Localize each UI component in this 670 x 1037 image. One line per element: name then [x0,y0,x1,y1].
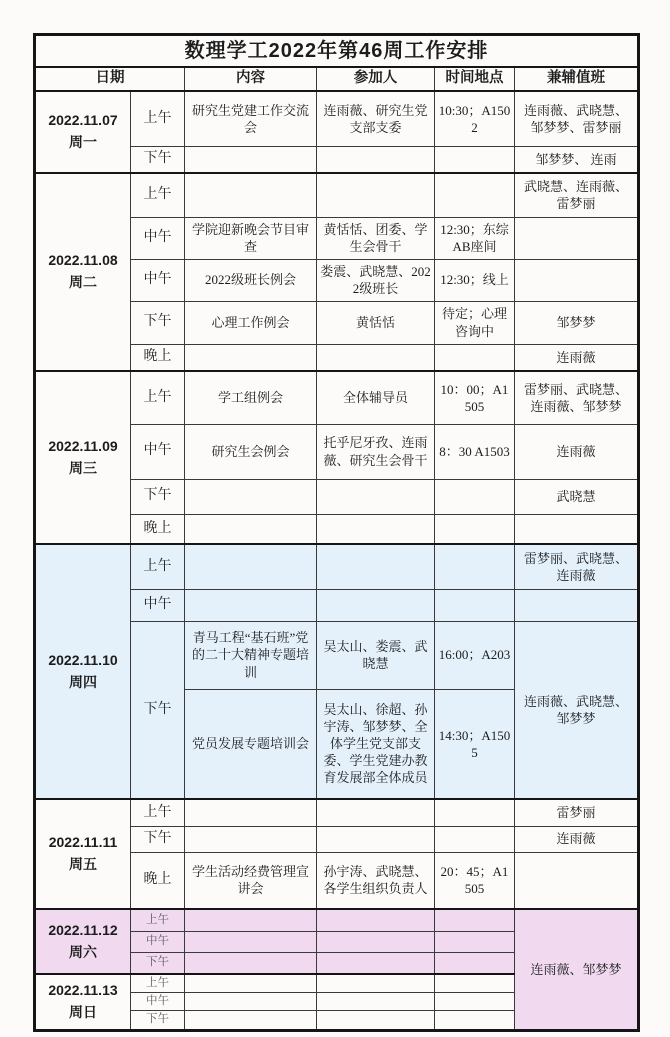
content-cell [185,993,317,1011]
time-cell: 10：00；A1505 [435,371,515,424]
content-cell [185,1011,317,1030]
time-cell [435,344,515,371]
col-header-content: 内容 [185,67,317,91]
content-cell [185,344,317,371]
time-cell: 12:30；线上 [435,259,515,301]
period-cell: 上午 [131,974,185,993]
participants-cell: 吴太山、徐超、孙宇涛、邹梦梦、全体学生党支部支委、学生党建办教育发展部全体成员 [317,689,435,799]
date-cell [35,909,131,974]
time-cell [435,799,515,826]
participants-cell [317,589,435,621]
period-cell: 中午 [131,259,185,301]
content-cell [185,826,317,852]
period-cell: 上午 [131,91,185,146]
duty-cell [515,589,639,621]
participants-cell [317,826,435,852]
participants-cell [317,909,435,931]
content-cell [185,589,317,621]
date-text: 2022.11.12 [48,921,118,938]
date-text: 2022.11.09 [48,437,118,454]
participants-cell: 吴太山、娄震、武晓慧 [317,621,435,689]
content-cell [185,544,317,589]
period-cell: 下午 [131,479,185,514]
content-cell: 研究生会例会 [185,424,317,479]
period-cell: 晚上 [131,852,185,909]
participants-cell [317,146,435,173]
period-cell: 上午 [131,909,185,931]
period-cell: 上午 [131,544,185,589]
col-header-participants: 参加人 [317,67,435,91]
period-cell: 上午 [131,371,185,424]
content-cell [185,514,317,544]
time-cell [435,952,515,974]
time-cell [435,826,515,852]
content-cell: 青马工程“基石班”党的二十大精神专题培训 [185,621,317,689]
participants-cell [317,544,435,589]
time-cell: 8：30 A1503 [435,424,515,479]
col-header-time: 时间地点 [435,67,515,91]
participants-cell: 黄恬恬 [317,301,435,344]
period-cell: 下午 [131,301,185,344]
weekday-text: 周一 [69,134,97,150]
content-cell: 学生活动经费管理宣讲会 [185,852,317,909]
content-cell: 心理工作例会 [185,301,317,344]
period-cell: 下午 [131,146,185,173]
duty-cell: 邹梦梦 [515,301,639,344]
date-cell [35,799,131,909]
content-cell: 2022级班长例会 [185,259,317,301]
time-cell: 12:30；东综AB座间 [435,217,515,259]
content-cell: 学院迎新晚会节目审查 [185,217,317,259]
schedule-table [33,33,640,1032]
weekday-text: 周三 [69,459,97,476]
time-cell: 待定；心理咨询中 [435,301,515,344]
participants-cell: 黄恬恬、团委、学生会骨干 [317,217,435,259]
content-cell: 党员发展专题培训会 [185,689,317,799]
period-cell: 下午 [131,621,185,799]
time-cell [435,1011,515,1030]
weekday-text: 周日 [69,1003,97,1020]
content-cell [185,974,317,993]
duty-cell [515,514,639,544]
period-cell: 晚上 [131,344,185,371]
time-cell: 14:30；A1505 [435,689,515,799]
duty-cell [515,259,639,301]
time-cell [435,544,515,589]
date-text: 2022.11.10 [48,651,118,668]
date-text: 2022.11.07 [48,112,118,129]
period-cell: 晚上 [131,514,185,544]
time-cell [435,931,515,952]
time-cell: 10:30；A1502 [435,91,515,146]
period-cell: 下午 [131,826,185,852]
content-cell: 学工组例会 [185,371,317,424]
duty-cell: 雷梦丽、武晓慧、连雨薇 [515,544,639,589]
date-cell [35,371,131,544]
duty-cell: 武晓慧 [515,479,639,514]
period-cell: 中午 [131,424,185,479]
duty-cell: 连雨薇 [515,424,639,479]
period-cell: 中午 [131,931,185,952]
date-text: 2022.11.08 [48,252,118,269]
participants-cell: 全体辅导员 [317,371,435,424]
duty-cell [515,217,639,259]
participants-cell: 孙宇涛、武晓慧、各学生组织负责人 [317,852,435,909]
col-header-date: 日期 [35,67,185,91]
time-cell [435,146,515,173]
time-cell [435,173,515,217]
duty-cell: 雷梦丽、武晓慧、连雨薇、邹梦梦 [515,371,639,424]
period-cell: 下午 [131,1011,185,1030]
col-header-duty: 兼辅值班 [515,67,639,91]
duty-cell [515,852,639,909]
time-cell [435,974,515,993]
period-cell: 中午 [131,589,185,621]
participants-cell [317,974,435,993]
duty-cell: 连雨薇、武晓慧、邹梦梦 [515,621,639,799]
time-cell: 20：45；A1505 [435,852,515,909]
date-cell [35,974,131,1030]
participants-cell [317,993,435,1011]
content-cell [185,173,317,217]
weekday-text: 周二 [69,274,97,290]
participants-cell [317,344,435,371]
date-text: 2022.11.11 [48,834,118,851]
period-cell: 中午 [131,217,185,259]
period-cell: 中午 [131,993,185,1011]
participants-cell: 托乎尼牙孜、连雨薇、研究生会骨干 [317,424,435,479]
participants-cell [317,173,435,217]
duty-cell: 连雨薇、武晓慧、邹梦梦、雷梦丽 [515,91,639,146]
content-cell [185,952,317,974]
date-cell [35,544,131,799]
content-cell [185,146,317,173]
duty-cell: 武晓慧、连雨薇、雷梦丽 [515,173,639,217]
duty-cell: 连雨薇 [515,826,639,852]
date-cell [35,173,131,371]
period-cell: 上午 [131,173,185,217]
time-cell [435,909,515,931]
content-cell [185,479,317,514]
participants-cell: 娄震、武晓慧、2022级班长 [317,259,435,301]
participants-cell [317,952,435,974]
period-cell: 下午 [131,952,185,974]
time-cell [435,589,515,621]
participants-cell [317,1011,435,1030]
time-cell [435,993,515,1011]
participants-cell [317,931,435,952]
weekday-text: 周四 [69,673,97,690]
participants-cell [317,799,435,826]
duty-cell: 雷梦丽 [515,799,639,826]
time-cell [435,479,515,514]
weekday-text: 周五 [69,856,97,872]
duty-cell: 连雨薇 [515,344,639,371]
participants-cell: 连雨薇、研究生党支部支委 [317,91,435,146]
weekday-text: 周六 [69,943,97,960]
table-title: 数理学工2022年第46周工作安排 [35,35,639,68]
time-cell [435,514,515,544]
duty-cell: 邹梦梦、 连雨 [515,146,639,173]
period-cell: 上午 [131,799,185,826]
content-cell [185,931,317,952]
content-cell: 研究生党建工作交流会 [185,91,317,146]
content-cell [185,909,317,931]
content-cell [185,799,317,826]
time-cell: 16:00；A203 [435,621,515,689]
duty-cell: 连雨薇、邹梦梦 [515,909,639,1030]
participants-cell [317,514,435,544]
date-cell [35,91,131,173]
date-text: 2022.11.13 [48,982,118,999]
participants-cell [317,479,435,514]
